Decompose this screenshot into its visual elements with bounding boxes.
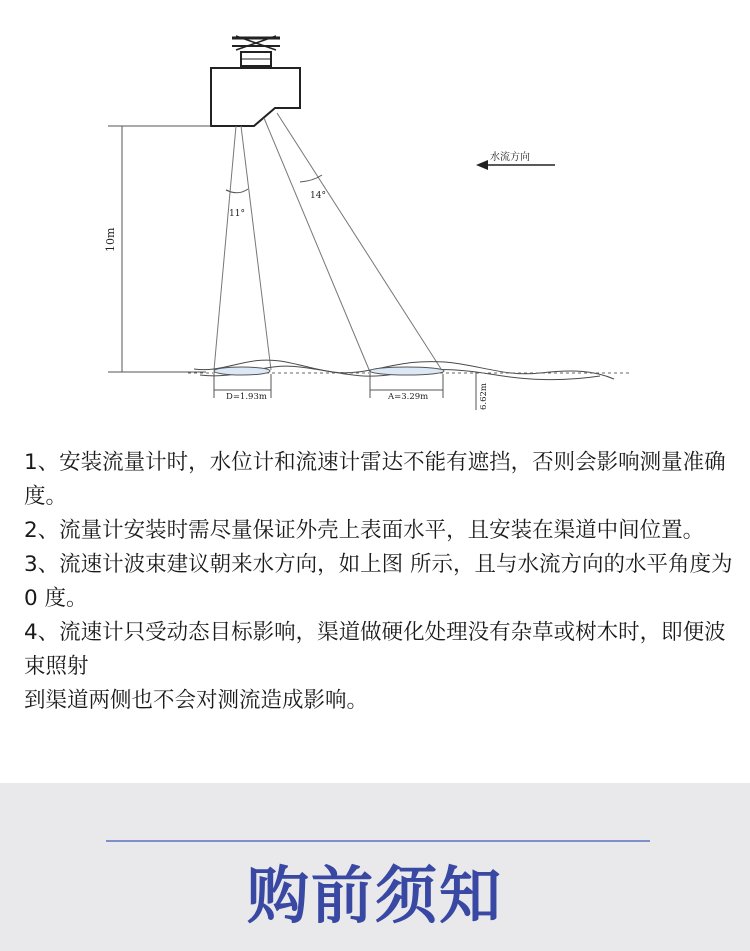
footprint-right-label: A=3.29m (388, 392, 429, 402)
footprint-right (370, 367, 444, 375)
angle-left-label: 11° (229, 209, 245, 219)
offset-label: 6.62m (479, 383, 489, 410)
note-2: 2、流量计安装时需尽量保证外壳上表面水平，且安装在渠道中间位置。 (24, 518, 705, 543)
flowmeter-housing (211, 68, 300, 126)
velocity-radar-beam (264, 113, 443, 372)
footprint-left-label: D=1.93m (226, 392, 267, 402)
level-radar-beam (214, 126, 271, 370)
note-1: 1、安装流量计时，水位计和流速计雷达不能有遮挡，否则会影响测量准确度。 (24, 450, 726, 509)
banner-title: 购前须知 (246, 859, 503, 932)
height-label: 10m (104, 227, 117, 252)
note-4: 4、流速计只受动态目标影响，渠道做硬化处理没有杂草或树木时，即便波束照射 (24, 620, 726, 679)
pre-purchase-banner (0, 783, 750, 951)
mount-bracket-icon (232, 36, 280, 66)
installation-notes (24, 446, 740, 718)
banner-divider (106, 840, 650, 842)
flow-direction-label: 水流方向 (490, 152, 530, 163)
installation-diagram (0, 0, 750, 430)
footprint-left (214, 367, 270, 375)
angle-right-label: 14° (310, 191, 326, 201)
note-3: 3、流速计波束建议朝来水方向，如上图 所示，且与水流方向的水平角度为 0 度。 (24, 552, 740, 611)
note-4-continued: 到渠道两侧也不会对测流造成影响。 (24, 688, 369, 713)
